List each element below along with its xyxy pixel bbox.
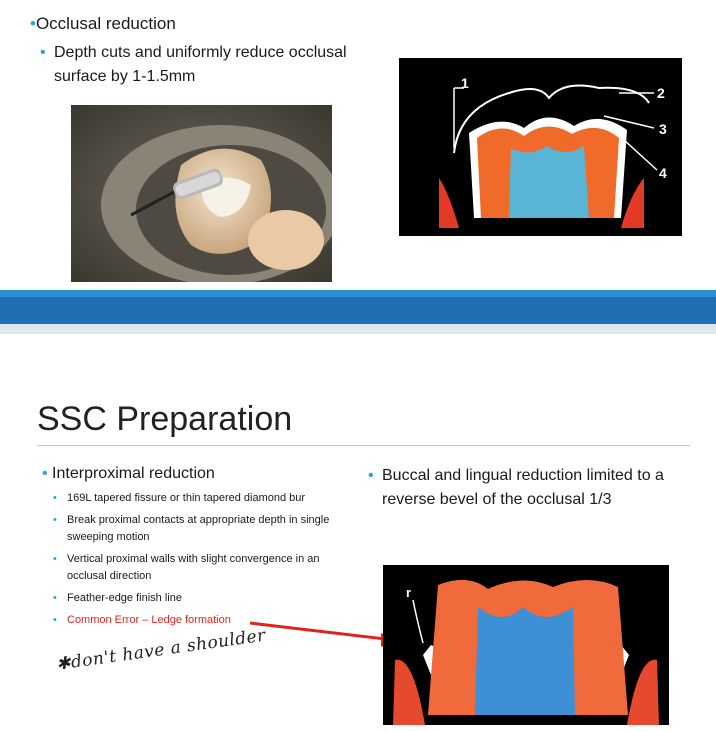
list-item: • Break proximal contacts at appropriate depth in single sweeping motion <box>53 514 330 543</box>
red-arrow <box>245 615 405 655</box>
interproximal-list <box>53 490 358 634</box>
ssc-crown-diagram <box>383 565 669 725</box>
bullet-icon: • <box>40 44 46 61</box>
slide-title: SSC Preparation <box>37 400 293 438</box>
list-item: • Feather-edge finish line <box>53 592 182 604</box>
handwritten-note: ✱don't have a shoulder <box>55 625 268 675</box>
diagram-label-3: 3 <box>659 121 667 137</box>
bullet-icon: • <box>30 14 36 33</box>
interproximal-heading: • Interproximal reduction <box>42 465 215 482</box>
crown-diagram <box>399 58 682 236</box>
diagram-label-r: r <box>406 585 412 600</box>
slide-separator-band <box>0 297 716 324</box>
tooth-photo <box>71 105 332 282</box>
bullet-icon: • <box>42 465 53 482</box>
common-error-item: • Common Error – Ledge formation <box>53 614 231 626</box>
bullet-icon: • <box>368 467 374 484</box>
slide-separator-top <box>0 290 716 297</box>
occlusal-heading: •Occlusal reduction <box>30 14 176 33</box>
list-item: • 169L tapered fissure or thin tapered diamond bur <box>53 492 306 504</box>
diagram-label-1: 1 <box>461 75 469 91</box>
occlusal-subpoint: • Depth cuts and uniformly reduce occlusal surface by 1-1.5mm <box>40 41 370 89</box>
title-rule <box>37 445 690 446</box>
list-item: • Vertical proximal walls with slight convergence in an occlusal direction <box>53 553 320 582</box>
buccal-lingual-point: • Buccal and lingual reduction limited to a reverse bevel of the occlusal 1/3 <box>368 464 688 512</box>
star-icon: ✱ <box>55 652 73 675</box>
diagram-label-2: 2 <box>657 85 665 101</box>
slide-separator-bottom <box>0 324 716 334</box>
diagram-label-4: 4 <box>659 165 667 181</box>
